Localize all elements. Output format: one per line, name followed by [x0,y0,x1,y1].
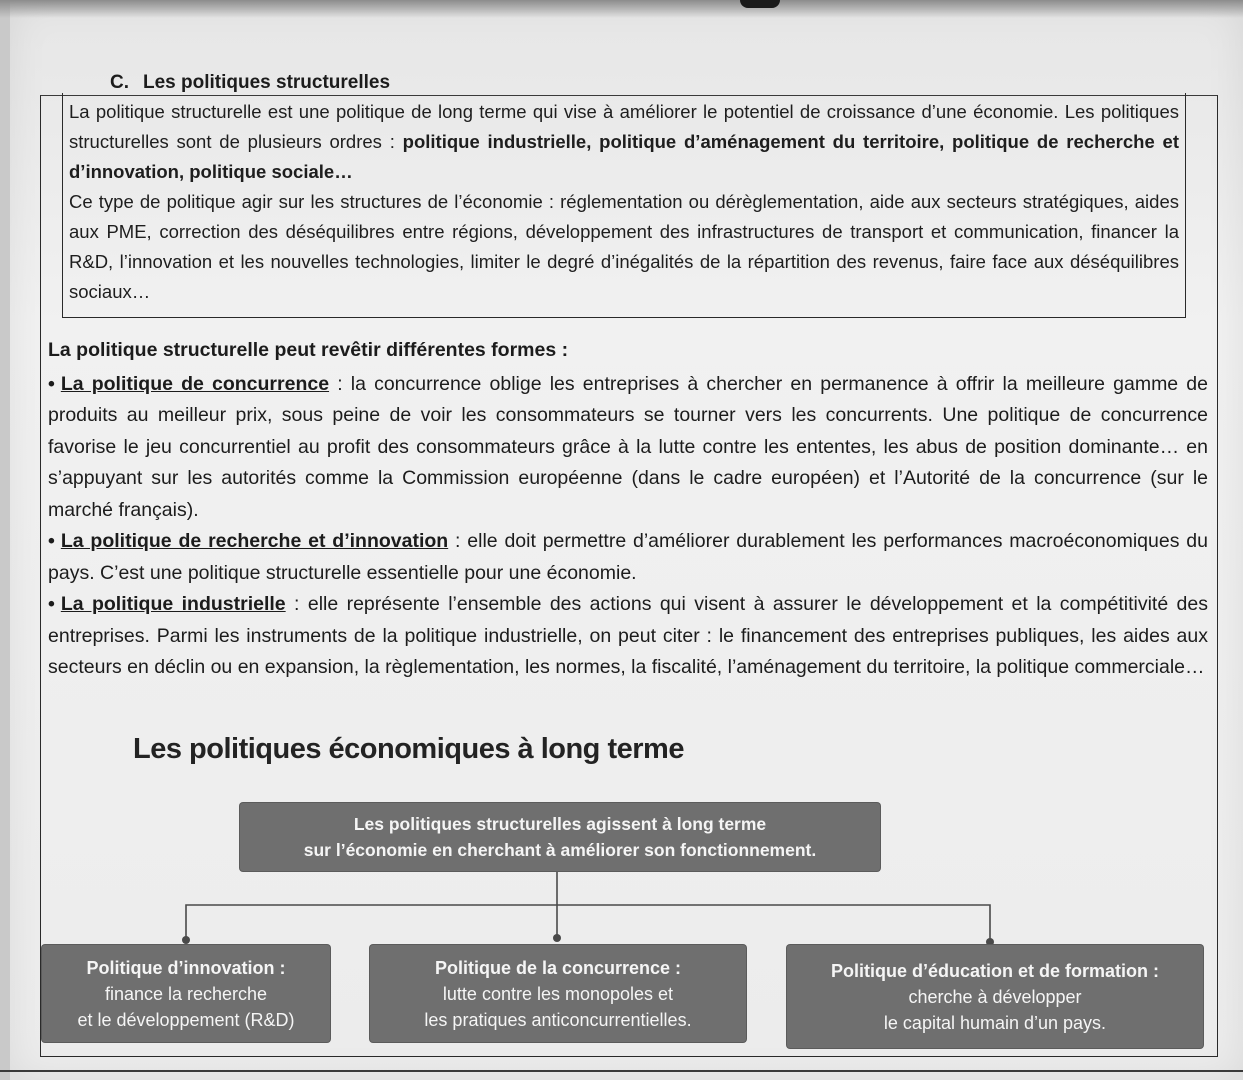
definition-paragraph-1 [69,97,1179,187]
definition-text: La politique structurelle est une politique de long terme qui vise à améliorer le potentiel de croissance d’une économie. Les politiques structurelles sont de plusieurs ordres : [69,101,1179,152]
diagram-node-concurrence [370,945,746,1042]
node-title: Politique d’innovation : [86,957,286,978]
node-line-2: les pratiques anticoncurrentielles. [424,1009,692,1030]
forms-section [48,335,1208,684]
forms-intro: La politique structurelle peut revêtir différentes formes : [48,339,569,361]
node-title: Politique d’éducation et de formation : [830,960,1159,981]
node-title: Politique de la concurrence : [434,957,682,978]
form-label: La politique de concurrence [60,372,330,395]
diagram-node-education [787,945,1203,1048]
bullet-icon: • [48,372,55,395]
form-text: : elle représente l’ensemble des actions qui visent à assurer le développement et la compétitivité des entreprises. Parmi les instruments de la politique industrielle, on peut citer : le financement des entreprises publiques, les aides aux secteurs en déclin ou en expansion, la règlementation, les normes, la fiscalité, l’aménagement du territoire, la politique commerciale… [48,593,1208,678]
definition-paragraph-2: Ce type de politique agir sur les structures de l’économie : réglementation ou dérèglementation, aide aux secteurs stratégiques, aides aux PME, correction des déséquilibres entre régions, développement des infrastructures de transport et communication, financer la R&D, l’innovation et les nouvelles technologies, limiter le degré d’inégalités de la répartition des revenus, faire face aux déséquilibres sociaux… [69,191,1179,302]
section-letter: C. [110,72,129,93]
definition-bold-list: politique industrielle, politique d’aménagement du territoire, politique de recherche et d’innovation, politique sociale… [69,131,1179,182]
form-text: : elle doit permettre d’améliorer durablement les performances macroéconomiques du pays. C’est une politique structurelle essentielle pour une économie. [48,530,1208,584]
definition-box [62,93,1186,318]
node-line-1: lutte contre les monopoles et [442,983,674,1004]
diagram-root-node [240,803,880,871]
form-item-industrielle [48,589,1208,684]
node-line-1: finance la recherche [104,983,268,1004]
node-line-2: le capital humain d’un pays. [883,1012,1107,1033]
bullet-icon: • [48,593,55,615]
page-top-shadow [0,0,1243,18]
root-line-2: sur l’économie en cherchant à améliorer son fonctionnement. [303,840,817,860]
page-bottom-edge [0,1070,1243,1072]
form-label: La politique industrielle [60,593,286,615]
section-heading [110,72,390,94]
node-line-2: et le développement (R&D) [77,1009,295,1030]
diagram-node-innovation [42,945,330,1042]
section-title: Les politiques structurelles [143,72,391,93]
binder-clip [740,0,780,8]
form-item-concurrence [48,369,1208,527]
form-text: : la concurrence oblige les entreprises à chercher en permanence à offrir la meilleure gamme de produits au meilleur prix, sous peine de voir les consommateurs se tourner vers les concurrents. Une politique de concurrence favorise le jeu concurrentiel au profit des consommateurs grâce à la lutte contre les ententes, les abus de position dominante… en s’appuyant sur les autorités comme la Commission européenne (dans le cadre européen) et l’Autorité de la concurrence (sur le marché français). [48,372,1208,521]
diagram-title: Les politiques économiques à long terme [133,733,684,765]
form-label: La politique de recherche et d’innovation [60,530,449,552]
root-line-1: Les politiques structurelles agissent à long terme [353,814,767,834]
node-line-1: cherche à développer [908,986,1082,1007]
form-item-recherche [48,526,1208,589]
bullet-icon: • [48,530,55,552]
